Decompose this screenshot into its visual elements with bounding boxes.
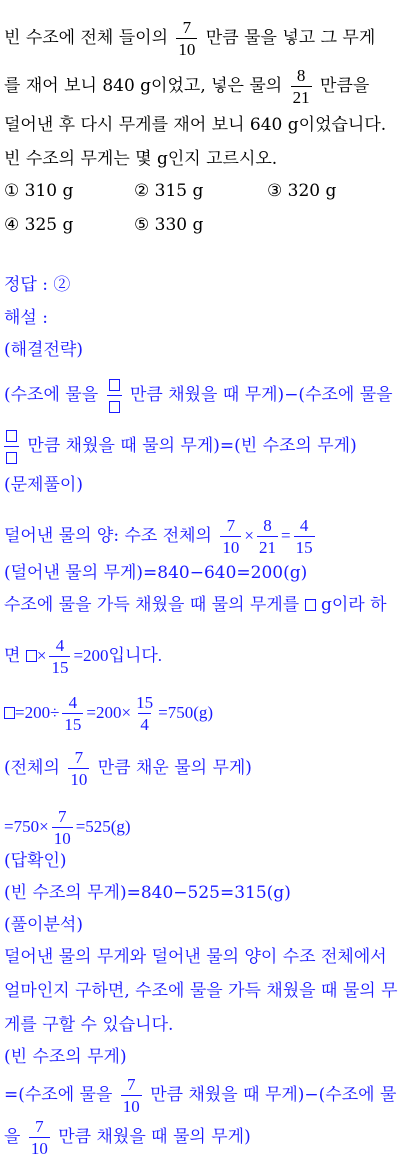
solve-text: 덜어낸 물의 양: 수조 전체의: [4, 526, 212, 546]
strategy-text: (수조에 물을: [4, 385, 99, 405]
analysis-line-4: (빈 수조의 무게): [4, 1047, 127, 1067]
solve-line-6: [4, 748, 396, 789]
answer-line: 정답 : ②: [4, 275, 71, 295]
solve-text: =750(g): [158, 703, 214, 722]
solve-line-1: [4, 516, 396, 557]
fraction-4-15: $\frac{4}{15}$: [64, 693, 82, 734]
problem-text: 를 재어 보니 840 g이었고, 넣은 물의: [4, 76, 283, 96]
problem-text: 빈 수조에 전체 들이의: [4, 28, 169, 48]
times-sign: ×: [36, 646, 47, 665]
box-fraction: [107, 375, 122, 416]
blank-box: [6, 430, 17, 442]
fraction-7-10: $\frac{7}{10}$: [70, 748, 88, 789]
choice-2: ② 315 g: [134, 181, 204, 201]
fraction-4-15: $\frac{4}{15}$: [51, 636, 69, 677]
explanation-label: 해설 :: [4, 308, 48, 328]
numerator: 7: [182, 18, 192, 37]
problem-line-2: [4, 66, 396, 107]
blank-box: [6, 452, 17, 464]
solve-line-2: (덜어낸 물의 무게)=840−640=200(g): [4, 563, 308, 583]
fraction-4-15: $\frac{4}{15}$: [295, 516, 313, 557]
analysis-text: 만큼 채웠을 때 물의 무게): [58, 1127, 251, 1147]
analysis-text: 을: [4, 1127, 21, 1147]
fraction-7-10: [176, 18, 197, 59]
choice-4: ④ 325 g: [4, 215, 74, 235]
choice-1: ① 310 g: [4, 181, 74, 201]
fraction-15-4: $\frac{15}{4}$: [136, 693, 154, 734]
strategy-title: (해결전략): [4, 340, 83, 360]
analysis-line-2: 얼마인지 구하면, 수조에 물을 가득 채웠을 때 물의 무: [4, 981, 398, 1001]
analysis-text: =(수조에 물을: [4, 1085, 113, 1105]
strategy-line-1: [4, 375, 396, 416]
problem-text: 만큼을: [320, 76, 370, 96]
problem-line-3: 덜어낸 후 다시 무게를 재어 보니 640 g이었습니다.: [4, 115, 387, 135]
solve-title: (문제풀이): [4, 475, 83, 495]
check-line: (빈 수조의 무게)=840−525=315(g): [4, 883, 291, 903]
solve-line-4: [4, 636, 396, 677]
strategy-line-2: [4, 426, 396, 467]
choice-3: ③ 320 g: [267, 181, 337, 201]
fraction-7-10: $\frac{7}{10}$: [222, 516, 240, 557]
solve-text: =200×: [86, 703, 132, 722]
solve-text: =200÷: [15, 703, 60, 722]
box-fraction: [4, 426, 19, 467]
denominator: 21: [292, 88, 310, 107]
blank-box: [26, 650, 37, 662]
blank-box: [109, 379, 120, 391]
problem-text: 만큼 물을 넣고 그 무게: [205, 28, 376, 48]
numerator: 8: [296, 66, 306, 85]
problem-line-4: 빈 수조의 무게는 몇 g인지 고르시오.: [4, 149, 278, 169]
fraction-7-10: $\frac{7}{10}$: [53, 807, 71, 848]
solve-text: g이라 하: [321, 595, 387, 615]
solve-text: =200입니다.: [73, 646, 163, 665]
equals-sign: =: [281, 526, 291, 545]
solve-text: 만큼 채운 물의 무게): [97, 758, 252, 778]
analysis-line-1: 덜어낸 물의 무게와 덜어낸 물의 양이 수조 전체에서: [4, 947, 387, 967]
solve-text: =525(g): [75, 817, 131, 836]
solve-line-3: [4, 594, 396, 616]
strategy-text: 만큼 채웠을 때 물의 무게)=(빈 수조의 무게): [27, 436, 357, 456]
choice-5: ⑤ 330 g: [134, 215, 204, 235]
solve-line-7: [4, 807, 396, 848]
fraction-7-10: $\frac{7}{10}$: [30, 1117, 48, 1158]
fraction-8-21: [291, 66, 312, 107]
analysis-line-3: 게를 구할 수 있습니다.: [4, 1015, 174, 1035]
solve-text: =750×: [4, 817, 49, 836]
solve-text: (전체의: [4, 758, 60, 778]
check-title: (답확인): [4, 851, 67, 871]
fraction-7-10: $\frac{7}{10}$: [122, 1075, 140, 1116]
blank-box: [109, 401, 120, 413]
analysis-line-5: [4, 1075, 396, 1116]
fraction-8-21: $\frac{8}{21}$: [259, 516, 276, 557]
times-sign: ×: [244, 526, 254, 545]
strategy-text: 만큼 채웠을 때 무게)−(수조에 물을: [129, 385, 393, 405]
solve-text: 수조에 물을 가득 채웠을 때 물의 무게를: [4, 595, 300, 615]
blank-box: [305, 599, 316, 611]
analysis-text: 만큼 채웠을 때 무게)−(수조에 물: [150, 1085, 397, 1105]
solve-text: 면: [4, 646, 21, 666]
blank-box: [4, 707, 15, 719]
denominator: 10: [178, 40, 196, 59]
analysis-title: (풀이분석): [4, 915, 83, 935]
analysis-line-6: [4, 1117, 396, 1158]
problem-line-1: [4, 18, 396, 59]
solve-line-5: [4, 693, 396, 734]
